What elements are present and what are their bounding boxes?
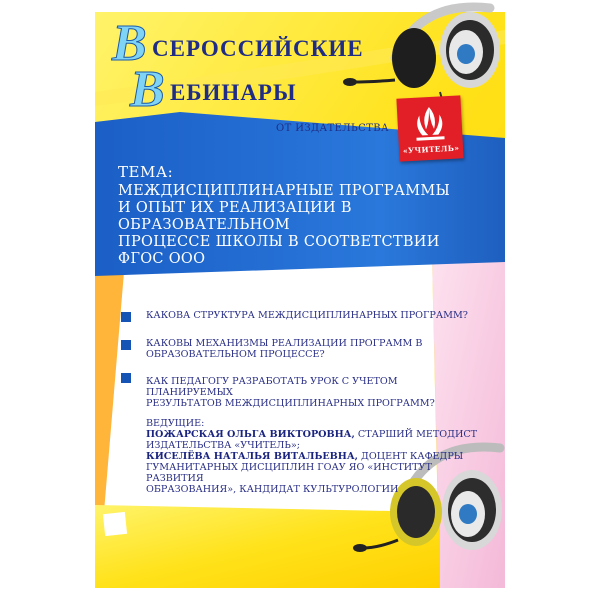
presenters-block <box>146 418 486 495</box>
brand-word-2: ЕБИНАРЫ <box>170 80 297 105</box>
logo-caption: «УЧИТЕЛЬ» <box>402 143 460 156</box>
topic-label: ТЕМА: <box>118 163 174 181</box>
presenter-line: ПОЖАРСКАЯ ОЛЬГА ВИКТОРОВНА, СТАРШИЙ МЕТОДИСТ <box>146 429 478 440</box>
bottom-band <box>95 505 440 588</box>
presenter-line: ИЗДАТЕЛЬСТВА «УЧИТЕЛЬ»; <box>146 440 300 451</box>
brand-word-1: СЕРОССИЙСКИЕ <box>152 36 364 61</box>
presenter-line: ГУМАНИТАРНЫХ ДИСЦИПЛИН ГОАУ ЯО «ИНСТИТУТ РАЗВИТИЯ <box>146 462 432 484</box>
brand-title <box>112 15 364 118</box>
question-item: КАКОВА СТРУКТУРА МЕЖДИСЦИПЛИНАРНЫХ ПРОГРАММ? <box>146 310 468 321</box>
topic-line: МЕЖДИСЦИПЛИНАРНЫЕ ПРОГРАММЫ <box>118 183 451 199</box>
bullet-square-icon <box>121 340 131 350</box>
brand-initial-2: В <box>130 61 165 118</box>
topic-line: ФГОС ООО <box>118 251 206 267</box>
brand-initial-1: В <box>112 15 147 72</box>
question-item: КАКОВЫ МЕХАНИЗМЫ РЕАЛИЗАЦИИ ПРОГРАММ В ОБРАЗОВАТЕЛЬНОМ ПРОЦЕССЕ? <box>146 338 423 360</box>
topic-block <box>118 163 498 268</box>
presenters-label: ВЕДУЩИЕ: <box>146 418 205 429</box>
question-item: КАК ПЕДАГОГУ РАЗРАБОТАТЬ УРОК С УЧЕТОМ ПЛАНИРУЕМЫХ РЕЗУЛЬТАТОВ МЕЖДИСЦИПЛИНАРНЫХ ПРОГРАММ? <box>146 376 435 409</box>
topic-line: И ОПЫТ ИХ РЕАЛИЗАЦИИ В ОБРАЗОВАТЕЛЬНОМ <box>118 200 352 233</box>
publisher-line: ОТ ИЗДАТЕЛЬСТВА <box>276 123 389 134</box>
publisher-logo <box>396 95 463 161</box>
bullet-square-icon <box>121 312 131 322</box>
presenter-name: КИСЕЛЁВА НАТАЛЬЯ ВИТАЛЬЕВНА, <box>146 451 358 462</box>
decor-square <box>103 512 127 536</box>
presenter-line: КИСЕЛЁВА НАТАЛЬЯ ВИТАЛЬЕВНА, ДОЦЕНТ КАФЕДРЫ <box>146 451 464 462</box>
bullet-square-icon <box>121 373 131 383</box>
topic-line: ПРОЦЕССЕ ШКОЛЫ В СООТВЕТСТВИИ <box>118 234 440 250</box>
presenter-line: ОБРАЗОВАНИЯ», КАНДИДАТ КУЛЬТУРОЛОГИИ <box>146 484 399 495</box>
book-flame-icon <box>397 99 463 146</box>
presenter-name: ПОЖАРСКАЯ ОЛЬГА ВИКТОРОВНА, <box>146 429 355 440</box>
